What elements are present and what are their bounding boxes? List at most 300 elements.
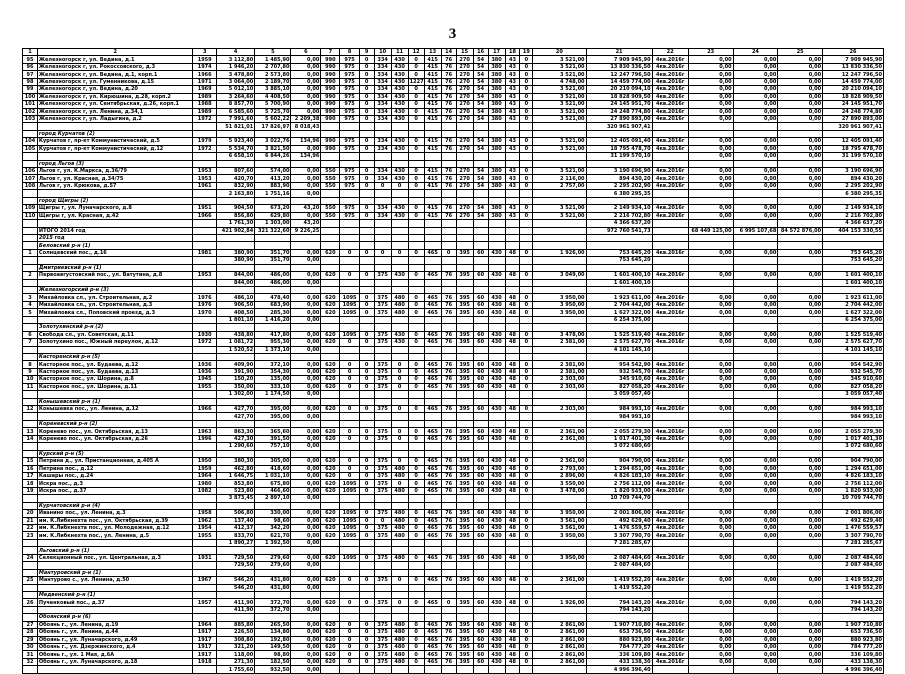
value-cell: 462,80 (216, 465, 254, 472)
value-cell (586, 502, 652, 509)
value-cell: 1962 (193, 517, 216, 524)
section-row (23, 420, 884, 427)
data-row (23, 182, 884, 189)
value-cell: 48 (505, 644, 520, 651)
value-cell: 334 (374, 212, 391, 219)
value-cell (321, 666, 340, 673)
value-cell: 0 (520, 309, 533, 316)
address-cell: им. К.Либкнехта пос., ул. Молодежная, д.12 (37, 525, 193, 532)
register-body (23, 56, 884, 673)
value-cell: 0 (408, 71, 424, 78)
section-row (23, 591, 884, 598)
value-cell (456, 562, 473, 569)
value-cell: 0 (408, 599, 424, 606)
value-cell: 28 (23, 629, 38, 636)
value-cell: 1955 (193, 532, 216, 539)
value-cell (733, 495, 778, 502)
value-cell (505, 324, 520, 331)
value-cell: 0,00 (291, 629, 321, 636)
value-cell: 430 (391, 56, 408, 63)
value-cell: 96 (23, 63, 38, 70)
value-cell: 10 709 744,70 (823, 495, 884, 502)
value-cell (193, 591, 216, 598)
value-cell: 1958 (193, 510, 216, 517)
value-cell (441, 197, 456, 204)
value-cell: 0,00 (778, 658, 823, 665)
value-cell (216, 324, 254, 331)
value-cell: 0 (359, 376, 374, 383)
value-cell: 0,00 (733, 294, 778, 301)
value-cell: 60 (473, 658, 488, 665)
value-cell (533, 220, 586, 227)
value-cell (340, 614, 359, 621)
value-cell: 0,00 (778, 376, 823, 383)
section-row (23, 264, 884, 271)
value-cell (216, 160, 254, 167)
value-cell (340, 398, 359, 405)
value-cell (733, 220, 778, 227)
value-cell: 0,00 (778, 145, 823, 152)
value-cell: 0 (340, 376, 359, 383)
address-cell: Дмитриевский р-н (1) (37, 264, 193, 271)
value-cell (374, 420, 391, 427)
value-cell: 107 (23, 175, 38, 182)
value-cell: 1 520,52 (216, 346, 254, 353)
value-cell: 0 (408, 428, 424, 435)
value-cell: 76 (441, 554, 456, 561)
value-cell: 1964 (193, 621, 216, 628)
address-cell: Петрина д., ул. Пристанционная, д.405 А (37, 458, 193, 465)
value-cell: 375 (374, 383, 391, 390)
value-cell (505, 584, 520, 591)
value-cell (488, 123, 505, 130)
value-cell (424, 287, 441, 294)
value-cell: 0 (408, 629, 424, 636)
value-cell (488, 539, 505, 546)
value-cell (424, 584, 441, 591)
column-number-cell: 26 (823, 49, 884, 56)
value-cell: 415 (424, 138, 441, 145)
value-cell (424, 197, 441, 204)
value-cell: 0 (520, 458, 533, 465)
value-cell: 0 (520, 636, 533, 643)
value-cell: 465 (424, 577, 441, 584)
value-cell: 620 (321, 644, 340, 651)
value-cell (733, 242, 778, 249)
value-cell: 48 (505, 376, 520, 383)
value-cell (586, 197, 652, 204)
value-cell (321, 287, 340, 294)
value-cell: 375 (374, 309, 391, 316)
value-cell: 270 (456, 115, 473, 122)
value-cell: 60 (473, 309, 488, 316)
value-cell: 620 (321, 487, 340, 494)
value-cell (340, 160, 359, 167)
value-cell: 48 (505, 651, 520, 658)
value-cell (473, 569, 488, 576)
value-cell: 8 018,43 (291, 123, 321, 130)
value-cell (688, 160, 733, 167)
value-cell: 109 (23, 205, 38, 212)
value-cell: 0 (408, 435, 424, 442)
value-cell: 0 (441, 599, 456, 606)
address-cell: Железногорск г, ул. Ведина, д.1 (37, 56, 193, 63)
value-cell: 380 (488, 86, 505, 93)
value-cell: 0,00 (291, 413, 321, 420)
value-cell: 465 (424, 651, 441, 658)
value-cell (441, 606, 456, 613)
value-cell (488, 450, 505, 457)
address-cell: Железногорск г, ул. Рокоссовского, д.3 (37, 63, 193, 70)
value-cell: 0 (520, 272, 533, 279)
value-cell: 375 (374, 458, 391, 465)
value-cell: 60 (473, 510, 488, 517)
value-cell: 1959 (193, 465, 216, 472)
value-cell (733, 584, 778, 591)
value-cell: 6 844,26 (255, 153, 291, 160)
value-cell: 305,00 (255, 458, 291, 465)
value-cell: 0,00 (733, 272, 778, 279)
value-cell: 480 (391, 309, 408, 316)
value-cell: 4кв.2016г (652, 294, 688, 301)
value-cell: 380 (488, 168, 505, 175)
value-cell: 3 022,76 (255, 138, 291, 145)
value-cell (291, 197, 321, 204)
value-cell: 395 (456, 428, 473, 435)
value-cell: 620 (321, 480, 340, 487)
value-cell (823, 287, 884, 294)
value-cell: 375 (374, 510, 391, 517)
value-cell: 1227 (409, 78, 424, 85)
value-cell (456, 443, 473, 450)
value-cell: 1 926,00 (533, 599, 586, 606)
value-cell (520, 569, 533, 576)
value-cell (340, 502, 359, 509)
value-cell (733, 346, 778, 353)
value-cell: 0,00 (688, 510, 733, 517)
value-cell (391, 153, 408, 160)
value-cell (408, 227, 424, 234)
value-cell (23, 502, 38, 509)
value-cell (391, 547, 408, 554)
value-cell: 984 993,10 (823, 413, 884, 420)
value-cell: 0,00 (688, 115, 733, 122)
value-cell: 0,00 (733, 621, 778, 628)
subtotal-row (23, 539, 884, 546)
value-cell: 60 (473, 525, 488, 532)
data-row (23, 78, 884, 85)
value-cell: 0 (374, 517, 391, 524)
value-cell (823, 420, 884, 427)
value-cell (733, 130, 778, 137)
value-cell: 0 (359, 205, 374, 212)
section-row (23, 160, 884, 167)
value-cell: 4кв.2016г (652, 86, 688, 93)
value-cell (340, 353, 359, 360)
value-cell: 480 (391, 658, 408, 665)
value-cell: 60 (473, 361, 488, 368)
value-cell: 375 (374, 599, 391, 606)
value-cell (586, 420, 652, 427)
value-cell (374, 287, 391, 294)
value-cell (520, 353, 533, 360)
value-cell: 26 (23, 599, 38, 606)
value-cell (441, 353, 456, 360)
value-cell (488, 279, 505, 286)
value-cell: 0,00 (733, 599, 778, 606)
value-cell: 433 138,30 (823, 658, 884, 665)
value-cell (359, 584, 374, 591)
value-cell: 0 (340, 621, 359, 628)
value-cell (391, 197, 408, 204)
value-cell: 2 861,00 (533, 629, 586, 636)
value-cell: 97 (23, 71, 38, 78)
value-cell (586, 242, 652, 249)
value-cell: 415 (424, 115, 441, 122)
value-cell (216, 197, 254, 204)
address-cell: Обоянский р-н (6) (37, 614, 193, 621)
value-cell (533, 502, 586, 509)
value-cell (473, 666, 488, 673)
value-cell: 0,00 (733, 517, 778, 524)
page-number: 3 (448, 26, 457, 42)
value-cell (391, 324, 408, 331)
value-cell: 574,00 (255, 168, 291, 175)
value-cell: 18 795 478,70 (586, 145, 652, 152)
value-cell (823, 591, 884, 598)
value-cell: 24 145 951,70 (586, 101, 652, 108)
value-cell (488, 160, 505, 167)
value-cell: 3 950,00 (533, 532, 586, 539)
value-cell: 620 (321, 532, 340, 539)
value-cell: 0,00 (778, 175, 823, 182)
value-cell (374, 398, 391, 405)
value-cell: 2 756 112,00 (586, 480, 652, 487)
value-cell (340, 220, 359, 227)
value-cell (23, 391, 38, 398)
value-cell: 2 361,00 (533, 435, 586, 442)
value-cell (408, 242, 424, 249)
value-cell: 0,00 (688, 272, 733, 279)
value-cell (505, 220, 520, 227)
value-cell: 0 (520, 249, 533, 256)
value-cell: 975 (340, 138, 359, 145)
value-cell: 430 (488, 487, 505, 494)
value-cell (193, 398, 216, 405)
value-cell (520, 666, 533, 673)
value-cell: 975 (340, 56, 359, 63)
value-cell: 955,30 (255, 339, 291, 346)
value-cell (586, 569, 652, 576)
value-cell: 430 (391, 205, 408, 212)
value-cell: 48 (505, 525, 520, 532)
value-cell (23, 413, 38, 420)
value-cell: 48 (505, 428, 520, 435)
value-cell (652, 398, 688, 405)
value-cell: 1981 (193, 249, 216, 256)
value-cell (778, 197, 823, 204)
value-cell: 375 (374, 272, 391, 279)
value-cell: 3 521,00 (533, 145, 586, 152)
value-cell (193, 153, 216, 160)
value-cell (424, 234, 441, 241)
value-cell: 54 (473, 145, 488, 152)
value-cell: 2 573,80 (255, 71, 291, 78)
value-cell (733, 450, 778, 457)
value-cell: 375 (374, 465, 391, 472)
value-cell: 430 (488, 272, 505, 279)
value-cell: 3 521,00 (533, 212, 586, 219)
value-cell: 420,70 (216, 175, 254, 182)
value-cell: 417,80 (255, 331, 291, 338)
value-cell: 0,00 (291, 406, 321, 413)
value-cell: 465 (424, 383, 441, 390)
value-cell: 408,50 (216, 309, 254, 316)
value-cell (291, 287, 321, 294)
value-cell: 433 138,30 (586, 658, 652, 665)
value-cell (733, 591, 778, 598)
value-cell: 0,00 (291, 391, 321, 398)
value-cell: 11 (23, 383, 38, 390)
value-cell: 48 (505, 532, 520, 539)
value-cell: 794 143,20 (586, 599, 652, 606)
value-cell: 465 (424, 428, 441, 435)
address-cell (37, 539, 193, 546)
value-cell (374, 190, 391, 197)
value-cell: 784 777,20 (823, 644, 884, 651)
value-cell: 137,40 (216, 517, 254, 524)
value-cell (520, 584, 533, 591)
value-cell: 0,00 (688, 383, 733, 390)
address-cell (37, 666, 193, 673)
value-cell: 1 907 710,80 (823, 621, 884, 628)
value-cell: 4кв.2016г (652, 331, 688, 338)
value-cell: 4кв.2016г (652, 577, 688, 584)
value-cell: 395 (456, 465, 473, 472)
value-cell: 729,50 (216, 562, 254, 569)
address-cell: Коренево пос., ул. Октябрьская, д.26 (37, 435, 193, 442)
value-cell: 0 (340, 435, 359, 442)
value-cell: 19 (23, 487, 38, 494)
value-cell: 4кв.2016г (652, 487, 688, 494)
address-cell: Солнцевский пос., д.16 (37, 249, 193, 256)
value-cell: 480 (391, 621, 408, 628)
value-cell: 0,00 (291, 249, 321, 256)
data-row (23, 435, 884, 442)
data-row (23, 115, 884, 122)
value-cell: 270 (456, 71, 473, 78)
value-cell (441, 279, 456, 286)
value-cell: 904,50 (216, 205, 254, 212)
value-cell (533, 160, 586, 167)
value-cell: 1 801,10 (216, 316, 254, 323)
value-cell (533, 197, 586, 204)
value-cell: 0 (520, 532, 533, 539)
value-cell: 76 (441, 428, 456, 435)
value-cell: 3 950,00 (533, 294, 586, 301)
value-cell (321, 242, 340, 249)
value-cell (424, 227, 441, 234)
value-cell (424, 279, 441, 286)
section-row (23, 569, 884, 576)
value-cell: 76 (441, 368, 456, 375)
value-cell (473, 227, 488, 234)
value-cell: 1 525 519,40 (823, 331, 884, 338)
value-cell: 0,00 (778, 644, 823, 651)
value-cell: 430 (391, 115, 408, 122)
value-cell (533, 257, 586, 264)
value-cell (456, 279, 473, 286)
value-cell (586, 398, 652, 405)
value-cell: 7 991,60 (216, 115, 254, 122)
value-cell: 2 861,00 (533, 621, 586, 628)
value-cell: 0 (340, 658, 359, 665)
value-cell: 0,00 (733, 458, 778, 465)
value-cell: 3 521,00 (533, 108, 586, 115)
value-cell (473, 324, 488, 331)
value-cell: 0 (340, 472, 359, 479)
value-cell: 10 (23, 376, 38, 383)
value-cell (473, 391, 488, 398)
value-cell (688, 606, 733, 613)
value-cell: 76 (441, 145, 456, 152)
value-cell: 415 (424, 175, 441, 182)
value-cell (391, 220, 408, 227)
value-cell: 0,00 (291, 294, 321, 301)
value-cell (391, 614, 408, 621)
value-cell: 380 (488, 175, 505, 182)
value-cell (391, 450, 408, 457)
value-cell: 0,00 (733, 339, 778, 346)
value-cell (255, 197, 291, 204)
value-cell (321, 316, 340, 323)
value-cell (374, 279, 391, 286)
data-row (23, 368, 884, 375)
value-cell: 60 (473, 651, 488, 658)
value-cell (505, 614, 520, 621)
value-cell (823, 324, 884, 331)
value-cell: 0,00 (733, 465, 778, 472)
value-cell (216, 547, 254, 554)
value-cell (688, 450, 733, 457)
value-cell (441, 584, 456, 591)
value-cell: 550 (321, 175, 340, 182)
value-cell (391, 227, 408, 234)
column-number-cell: 7 (321, 49, 340, 56)
value-cell: 76 (441, 472, 456, 479)
value-cell: 0,00 (778, 487, 823, 494)
value-cell (359, 153, 374, 160)
value-cell (255, 324, 291, 331)
value-cell (359, 197, 374, 204)
value-cell (391, 279, 408, 286)
value-cell: 0,00 (688, 636, 733, 643)
value-cell (473, 220, 488, 227)
value-cell: 794 143,20 (823, 599, 884, 606)
value-cell: 54 (473, 101, 488, 108)
value-cell: 0,00 (688, 182, 733, 189)
value-cell: 4кв.2016г (652, 361, 688, 368)
value-cell (456, 591, 473, 598)
value-cell: 12 247 796,50 (823, 71, 884, 78)
value-cell: 0,00 (778, 86, 823, 93)
value-cell: 0 (359, 472, 374, 479)
value-cell: 480 (391, 532, 408, 539)
value-cell: 395 (456, 331, 473, 338)
data-row (23, 480, 884, 487)
value-cell (652, 569, 688, 576)
value-cell: 1 601 400,10 (823, 272, 884, 279)
